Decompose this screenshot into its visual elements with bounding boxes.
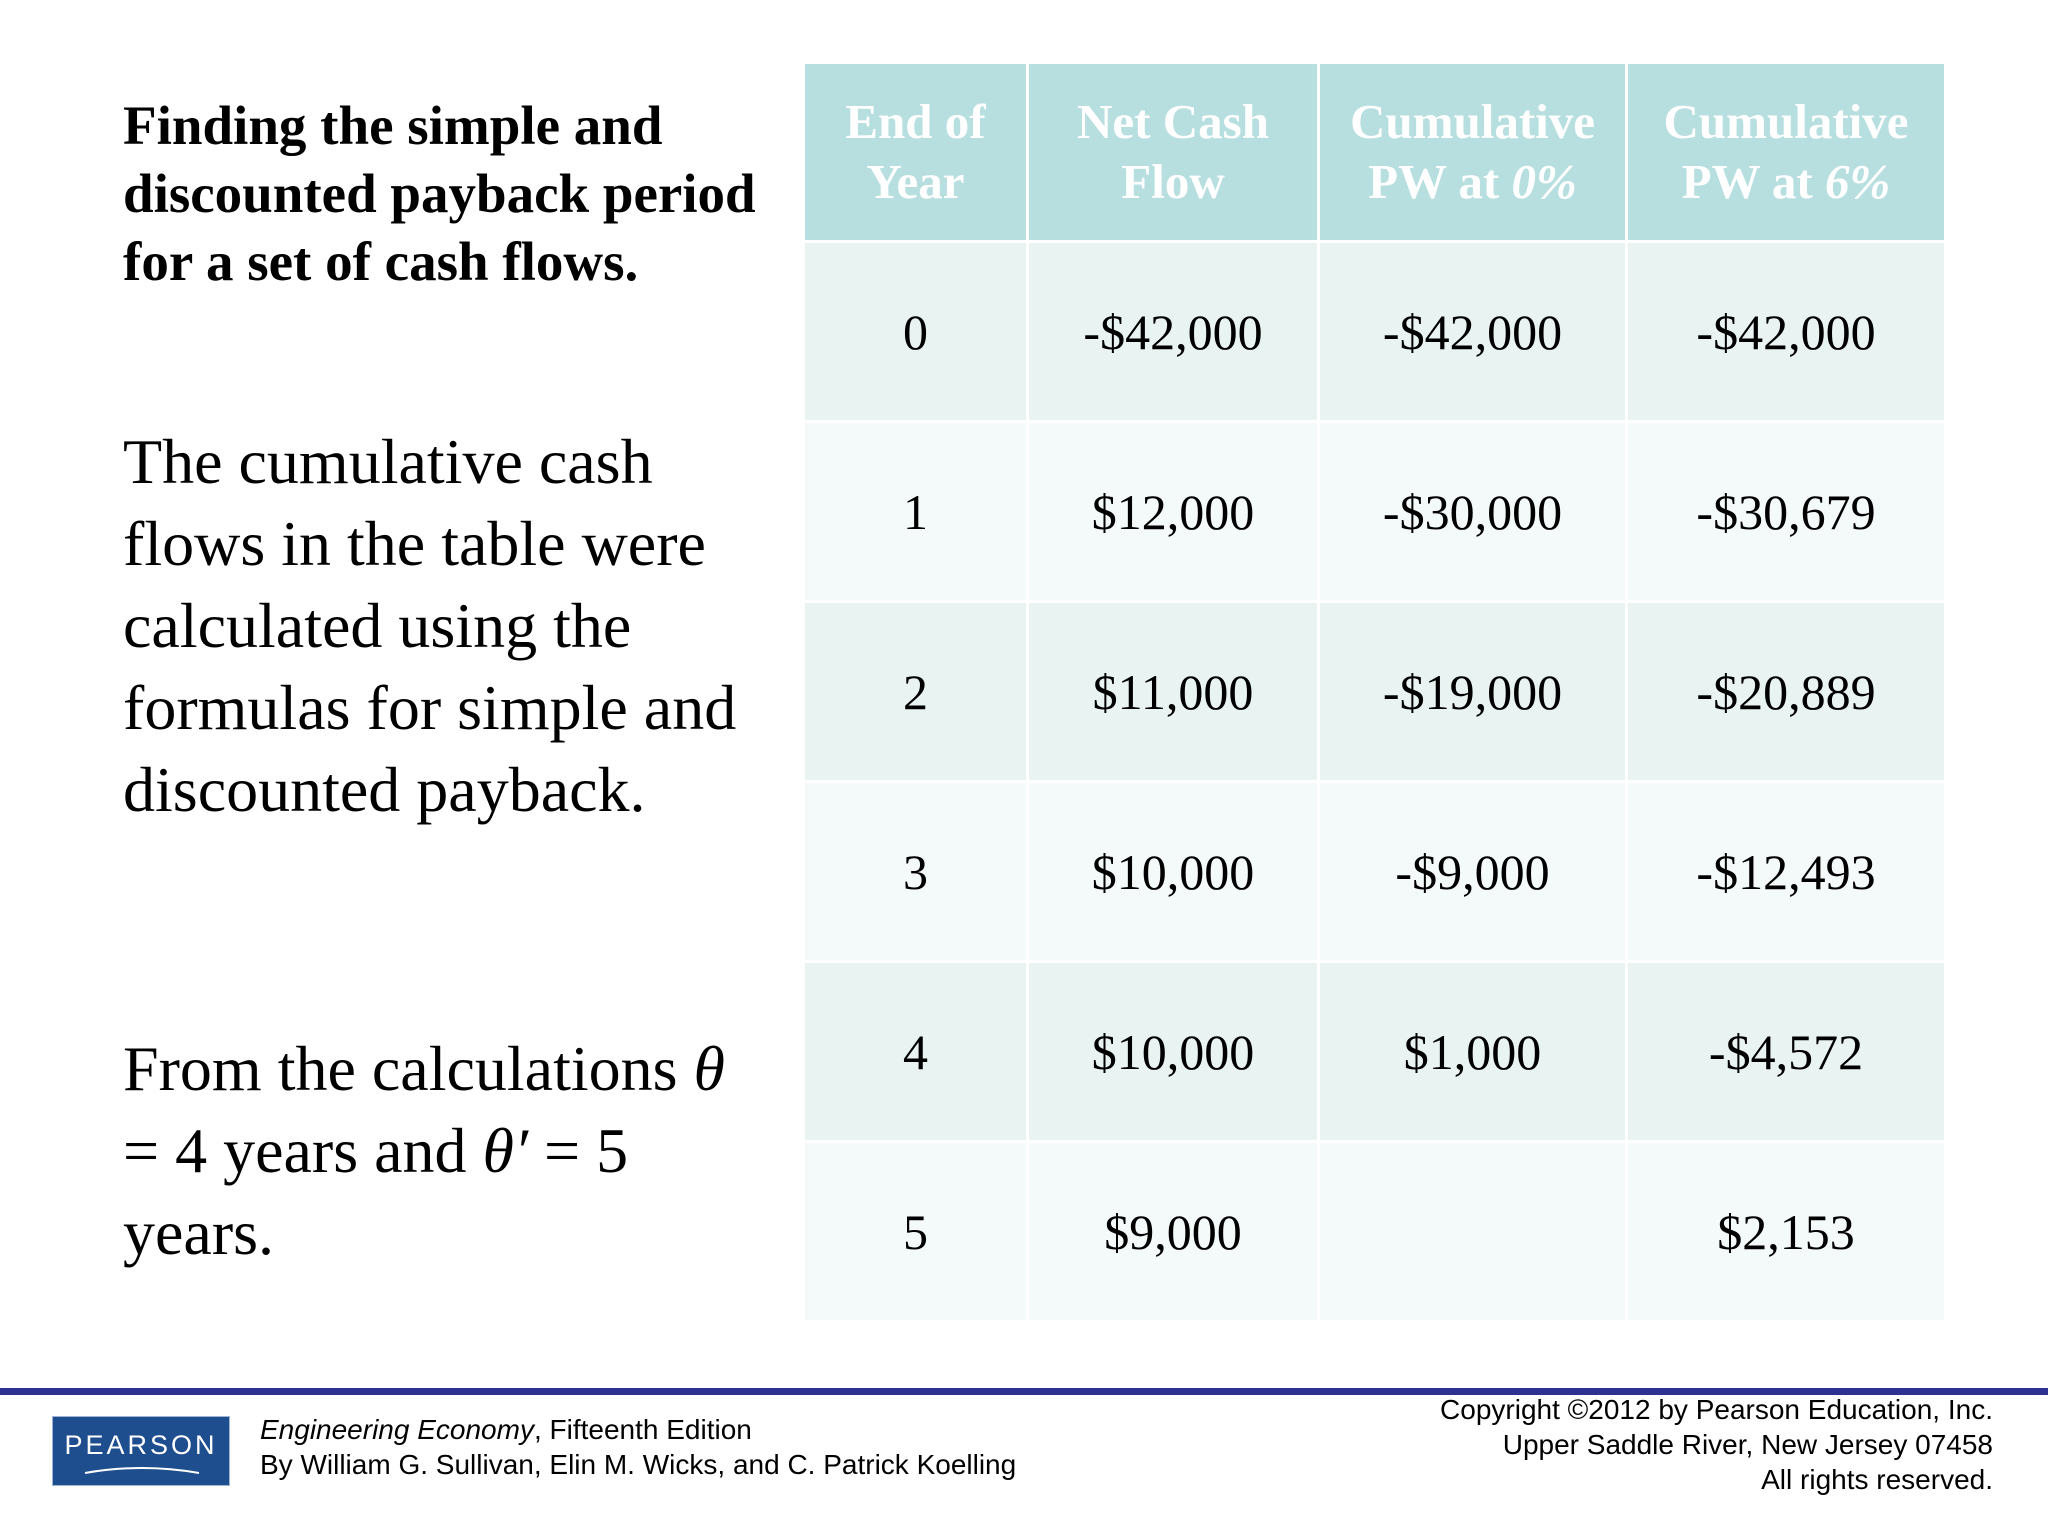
cell-cumulative-pw-0: -$42,000	[1319, 242, 1627, 422]
table-row	[804, 602, 1946, 782]
conclusion-text-3: = 5 years.	[123, 1115, 629, 1268]
cell-net-cash-flow: $11,000	[1028, 602, 1319, 782]
conclusion-text-2: = 4 years and	[123, 1115, 483, 1186]
header-cumulative-pw-0-rate: 0%	[1511, 154, 1577, 209]
header-net-cash-flow: Net Cash Flow	[1028, 63, 1319, 242]
cell-cumulative-pw-6: -$12,493	[1627, 782, 1946, 962]
cell-net-cash-flow: $12,000	[1028, 422, 1319, 602]
table-row	[804, 782, 1946, 962]
cell-cumulative-pw-6: -$4,572	[1627, 962, 1946, 1142]
book-title-line	[260, 1412, 1016, 1447]
copyright-line-3: All rights reserved.	[1761, 1464, 1993, 1495]
cell-cumulative-pw-0: -$9,000	[1319, 782, 1627, 962]
slide-heading: Finding the simple and discounted payback period for a set of cash flows.	[123, 95, 756, 292]
pearson-logo-text: PEARSON	[64, 1430, 218, 1460]
table-header-row	[804, 63, 1946, 242]
book-citation	[260, 1412, 1016, 1482]
explanation-paragraph: The cumulative cash flows in the table were calculated using the formulas for simple and discounted payback.	[123, 426, 737, 825]
book-authors: By William G. Sullivan, Elin M. Wicks, and C. Patrick Koelling	[260, 1449, 1017, 1480]
cell-cumulative-pw-0: -$19,000	[1319, 602, 1627, 782]
theta-symbol: θ	[693, 1033, 725, 1104]
header-cumulative-pw-6-label: Cumulative PW at	[1663, 94, 1909, 209]
header-cumulative-pw-6	[1627, 63, 1946, 242]
header-end-of-year: End of Year	[804, 63, 1028, 242]
copyright-line-1: Copyright ©2012 by Pearson Education, Inc.	[1440, 1394, 1993, 1425]
conclusion-paragraph	[123, 1028, 763, 1274]
cell-net-cash-flow: $10,000	[1028, 962, 1319, 1142]
theta-prime-symbol: θ′	[482, 1115, 528, 1186]
cell-cumulative-pw-6: -$42,000	[1627, 242, 1946, 422]
table-row	[804, 962, 1946, 1142]
cell-net-cash-flow: $10,000	[1028, 782, 1319, 962]
cell-cumulative-pw-6: -$30,679	[1627, 422, 1946, 602]
book-edition: , Fifteenth Edition	[533, 1414, 752, 1445]
table-row	[804, 422, 1946, 602]
cell-year: 5	[804, 1142, 1028, 1322]
table-row	[804, 1142, 1946, 1322]
cell-cumulative-pw-0: -$30,000	[1319, 422, 1627, 602]
cell-cumulative-pw-6: -$20,889	[1627, 602, 1946, 782]
payback-table	[802, 61, 1947, 1323]
cell-cumulative-pw-0: $1,000	[1319, 962, 1627, 1142]
cell-cumulative-pw-6: $2,153	[1627, 1142, 1946, 1322]
pearson-logo	[52, 1416, 230, 1486]
cell-year: 3	[804, 782, 1028, 962]
cell-net-cash-flow: -$42,000	[1028, 242, 1319, 422]
cell-year: 4	[804, 962, 1028, 1142]
cell-net-cash-flow: $9,000	[1028, 1142, 1319, 1322]
cell-year: 2	[804, 602, 1028, 782]
header-cumulative-pw-0	[1319, 63, 1627, 242]
cell-cumulative-pw-0	[1319, 1142, 1627, 1322]
conclusion-text-1: From the calculations	[123, 1033, 694, 1104]
table-row	[804, 242, 1946, 422]
header-cumulative-pw-0-label: Cumulative PW at	[1350, 94, 1595, 209]
cell-year: 0	[804, 242, 1028, 422]
copyright-notice	[1440, 1392, 1993, 1497]
cell-year: 1	[804, 422, 1028, 602]
book-title: Engineering Economy	[260, 1414, 534, 1445]
logo-swoosh-icon	[83, 1465, 201, 1475]
copyright-line-2: Upper Saddle River, New Jersey 07458	[1502, 1429, 1993, 1460]
header-cumulative-pw-6-rate: 6%	[1825, 154, 1891, 209]
